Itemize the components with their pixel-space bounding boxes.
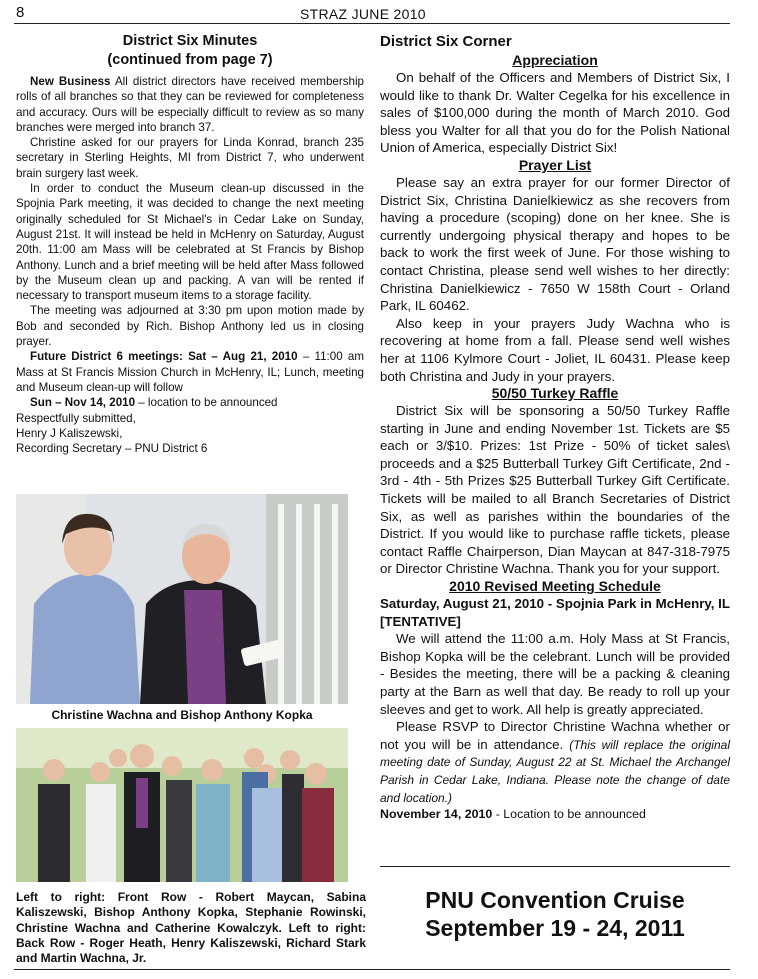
prayer-paragraph-2: Also keep in your prayers Judy Wachna who is recovering at home from a fall. Please send well wishes her at 1106 Kylmore Court - Joliet, IL 60431. Please keep both Christina and Judy in your prayers. xyxy=(380,315,730,384)
november-date: November 14, 2010 xyxy=(380,807,493,822)
minutes-title xyxy=(16,32,364,70)
running-head: STRAZ JUNE 2010 xyxy=(300,6,426,22)
schedule-paragraph-2 xyxy=(380,718,730,806)
future-meetings-text: – 11:00 am Mass at St Francis Mission Church in McHenry, IL; Lunch, meeting and Museum clean-up will follow xyxy=(16,350,364,394)
nov-meeting-paragraph xyxy=(16,395,364,410)
cruise-line2: September 19 - 24, 2011 xyxy=(425,915,685,941)
signoff-line3: Recording Secretary – PNU District 6 xyxy=(16,442,208,456)
future-meetings-paragraph xyxy=(16,349,364,395)
minutes-title-line2: (continued from page 7) xyxy=(107,52,273,68)
right-column xyxy=(380,32,730,823)
prayer-list-heading: Prayer List xyxy=(518,156,592,173)
raffle-heading: 50/50 Turkey Raffle xyxy=(491,385,619,402)
november-text: - Location to be announced xyxy=(492,807,646,822)
prayer-paragraph-1: Please say an extra prayer for our former Director of District Six, Christina Danielkiewicz as she recovers from having a procedure (scoping) done on her knee. She is currently undergoing physical therapy and hopes to be back to work the first week of June. For those wishing to contact Christina, please send well wishes to her directly: Christina Danielkiewicz - 7650 W 158th Court - Orland Park, IL 60462. xyxy=(380,174,730,314)
footer-rule xyxy=(14,969,730,970)
rsvp-text: Please RSVP to Director Christine Wachna whether or not you will be in attendance. xyxy=(380,719,730,752)
signoff-line2: Henry J Kaliszewski, xyxy=(16,426,123,440)
raffle-paragraph: District Six will be sponsoring a 50/50 Turkey Raffle starting in June and ending November 1st. Tickets are $5 each or 3/$10. Prizes: 1st Prize - 50% of ticket sales\ proceeds and a $25 Butterball Turkey Gift Certificate, 2nd - 3rd - 4th - 5th Prizes $25 Butterball Turkey Gift Certificate. Tickets will be mailed to all Branch Secretaries of District Six, as well as parishes within the boundaries of the District. If you would like to purchase raffle tickets, please contact Raffle Chairperson, Dian Maycan at 847-318-7975 or Director Christine Wachna. Thank you for your support. xyxy=(380,403,730,577)
new-business-paragraph xyxy=(16,74,364,135)
schedule-date: Saturday, August 21, 2010 - Spojnia Park in McHenry, IL [TENTATIVE] xyxy=(380,596,731,629)
signoff-line1: Respectfully submitted, xyxy=(16,411,136,425)
prayer-request-paragraph: Christine asked for our prayers for Linda Konrad, branch 235 secretary in Sterling Heights, MI from District 7, who underwent brain surgery last week. xyxy=(16,136,364,180)
cruise-line1: PNU Convention Cruise xyxy=(425,887,685,913)
schedule-paragraph-1: We will attend the 11:00 a.m. Holy Mass at St Francis, Bishop Kopka will be the celebrant. Lunch will be provided - Besides the meeting, there will be a packing & cleaning party at the Barn as well that day. Be ready to roll up your sleeves and get to work. All help is greatly appreciated. xyxy=(380,631,730,717)
appreciation-paragraph: On behalf of the Officers and Members of District Six, I would like to thank Dr. Walter Cegelka for his excellence in sales of $100,000 during the month of March 2010. God bless you Walter for all that you do for the Polish National Union of America, especially District Six! xyxy=(380,70,730,156)
future-meetings-label: Future District 6 meetings: Sat – Aug 21, 2010 xyxy=(30,350,298,364)
schedule-heading: 2010 Revised Meeting Schedule xyxy=(449,578,661,595)
photo1-caption: Christine Wachna and Bishop Anthony Kopka xyxy=(51,708,313,722)
minutes-title-line1: District Six Minutes xyxy=(122,33,258,49)
museum-cleanup-paragraph: In order to conduct the Museum clean-up discussed in the Spojnia Park meeting, it was decided to change the next meeting originally scheduled for St Michael's in Cedar Lake on Sunday, August 21st. It will instead be held in McHenry on Saturday, August 20th. 11:00 am Mass will be celebrated at St Francis by Bishop Anthony. Lunch and a brief meeting will be held after Mass followed by the Museum clean up and packing. A van will be rented if necessary to transport museum items to a storage facility. xyxy=(16,182,364,303)
rsvp-note: (This will replace the original meeting date of Sunday, August 22 at St. Michael the Archangel Parish in Cedar Lake, Indiana. Please note the change of date and location.) xyxy=(380,737,730,805)
photo2-caption: Left to right: Front Row - Robert Maycan, Sabina Kaliszewski, Bishop Anthony Kopka, Stephanie Rowinski, Christine Wachna and Catherine Kowalczyk. Left to right: Back Row - Roger Heath, Henry Kaliszewski, Richard Stark and Martin Wachna, Jr. xyxy=(16,890,366,966)
cruise-rule xyxy=(380,866,730,867)
new-business-text: All district directors have received membership rolls of all branches so that they can be reviewed for completeness and accuracy. Ours will be especially difficult to review as so many branches were merged into branch 37. xyxy=(16,75,364,134)
new-business-label: New Business xyxy=(30,75,111,88)
november-line xyxy=(380,806,730,823)
page-number: 8 xyxy=(16,4,25,21)
adjourned-paragraph: The meeting was adjourned at 3:30 pm upon motion made by Bob and seconded by Rich. Bishop Anthony led us in closing prayer. xyxy=(16,304,364,349)
header-rule xyxy=(14,23,730,24)
nov-meeting-label: Sun – Nov 14, 2010 xyxy=(30,396,136,410)
nov-meeting-text: – location to be announced xyxy=(135,396,278,410)
photo-group xyxy=(16,728,348,882)
photo-wachna-kopka xyxy=(16,494,348,704)
cruise-banner xyxy=(380,886,730,942)
corner-title: District Six Corner xyxy=(380,33,512,50)
left-column xyxy=(16,32,364,456)
appreciation-heading: Appreciation xyxy=(512,52,598,68)
